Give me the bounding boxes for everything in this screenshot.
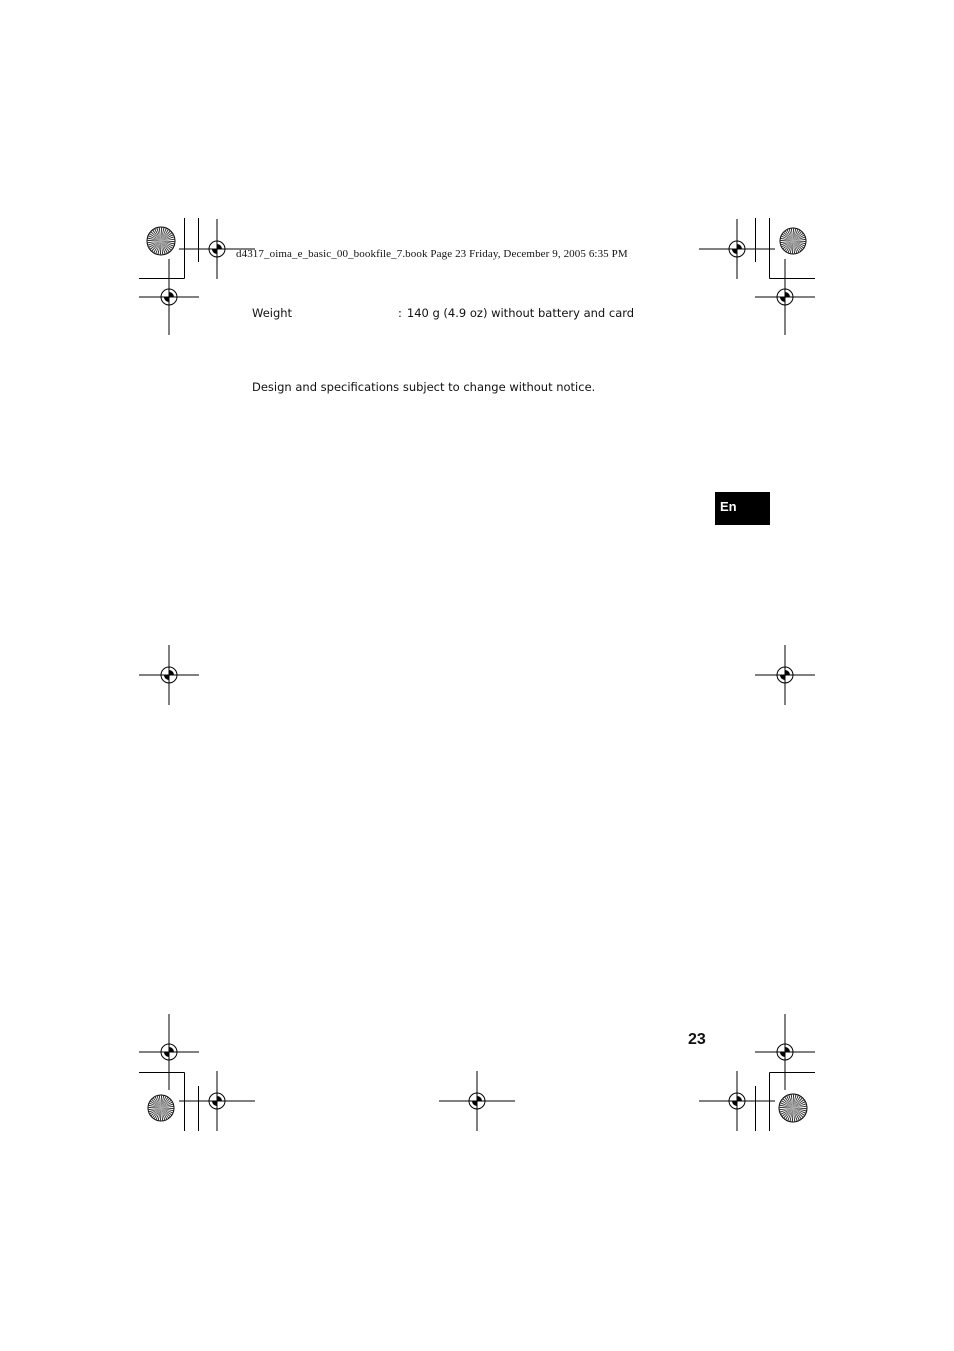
registration-marks [139, 219, 815, 1131]
language-tab: En [715, 492, 770, 525]
starburst-marks [147, 227, 807, 1122]
registration-target-icon [139, 1014, 199, 1090]
starburst-icon [780, 228, 806, 254]
registration-target-icon [755, 1014, 815, 1090]
registration-target-icon [139, 259, 199, 335]
starburst-icon [779, 1094, 807, 1122]
registration-target-icon [699, 1071, 775, 1131]
registration-target-icon [699, 219, 775, 279]
registration-target-icon [755, 259, 815, 335]
starburst-icon [148, 1095, 174, 1121]
page-number: 23 [688, 1031, 706, 1048]
registration-target-icon [755, 645, 815, 705]
registration-target-icon [439, 1071, 515, 1131]
weight-label: Weight [252, 306, 293, 320]
crop-marks [139, 218, 815, 1131]
specifications-notice: Design and specifications subject to change without notice. [252, 380, 596, 394]
weight-colon: : [398, 306, 402, 320]
registration-target-icon [139, 645, 199, 705]
starburst-icon [147, 227, 175, 255]
print-header-file-info: d4317_oima_e_basic_00_bookfile_7.book Page 23 Friday, December 9, 2005 6:35 PM [236, 248, 628, 260]
weight-value: 140 g (4.9 oz) without battery and card [406, 306, 635, 320]
weight-value-row [398, 306, 634, 320]
registration-target-icon [179, 1071, 255, 1131]
